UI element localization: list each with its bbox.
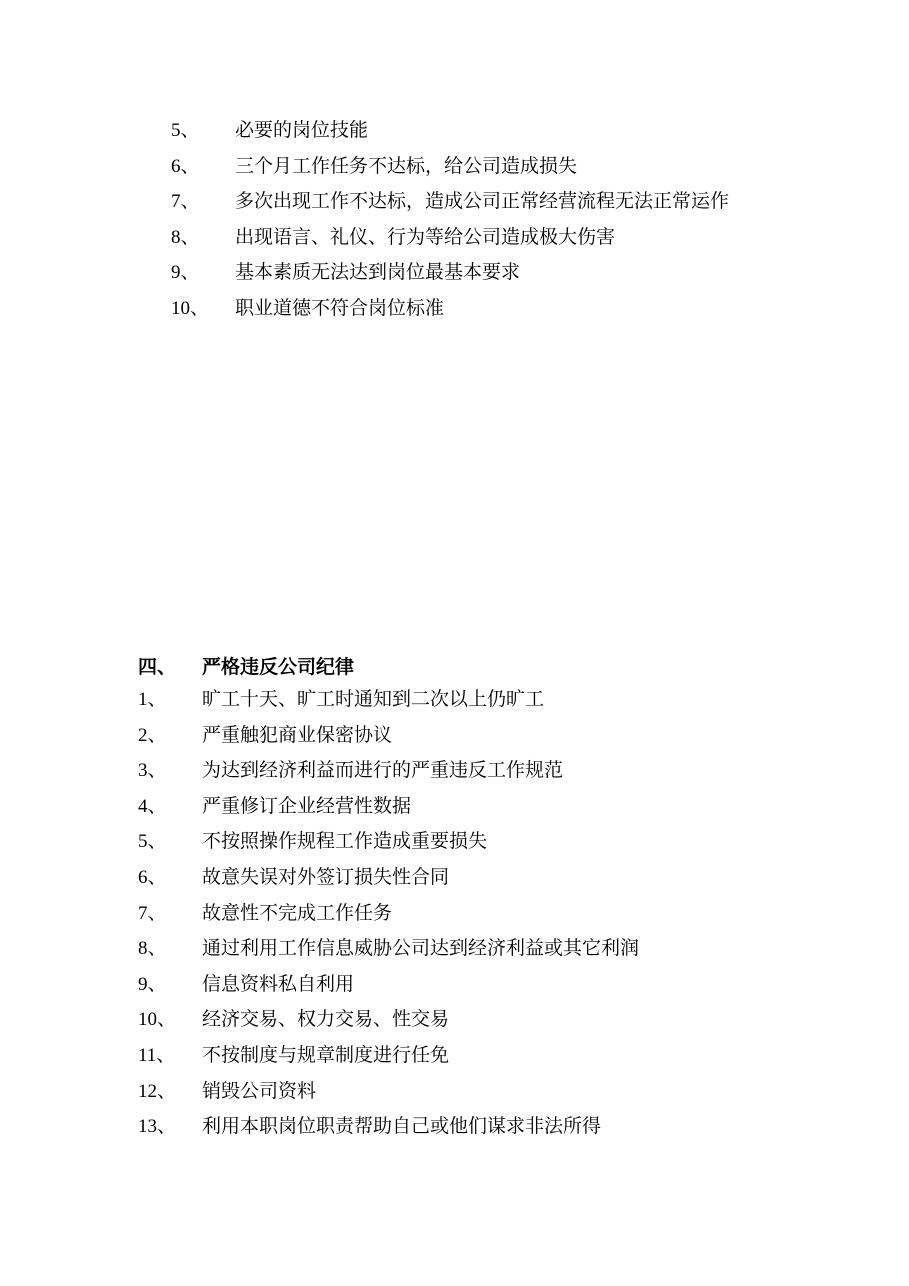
- item-text: 三个月工作任务不达标，给公司造成损失: [235, 154, 578, 177]
- list-item: [138, 682, 639, 718]
- item-number: 10、: [171, 297, 210, 319]
- item-text: 多次出现工作不达标，造成公司正常经营流程无法正常运作: [235, 190, 730, 213]
- item-text: 不按制度与规章制度进行任免: [202, 1043, 450, 1066]
- item-text: 信息资料私自利用: [202, 972, 355, 995]
- item-number: 8、: [171, 226, 200, 248]
- item-text: 旷工十天、旷工时通知到二次以上仍旷工: [202, 688, 545, 710]
- item-number: 10、: [138, 1009, 177, 1031]
- item-text: 故意失误对外签订损失性合同: [202, 865, 450, 888]
- item-number: 7、: [138, 902, 167, 924]
- list-item: [138, 789, 639, 825]
- item-number: 1、: [138, 689, 167, 710]
- continued-list: [171, 113, 729, 327]
- list-item: [138, 1074, 639, 1110]
- list-item: [138, 967, 639, 1003]
- item-number: 13、: [138, 1116, 177, 1138]
- item-text: 严重修订企业经营性数据: [202, 794, 412, 817]
- section-heading: [138, 647, 354, 683]
- item-text: 通过利用工作信息威胁公司达到经济利益或其它利润: [202, 937, 640, 960]
- item-text: 基本素质无法达到岗位最基本要求: [235, 261, 521, 284]
- item-number: 6、: [138, 866, 167, 888]
- list-item: [138, 1038, 639, 1074]
- item-text: 经济交易、权力交易、性交易: [202, 1008, 450, 1031]
- item-text: 出现语言、礼仪、行为等给公司造成极大伤害: [235, 225, 616, 248]
- list-item: [171, 291, 729, 327]
- discipline-list: [138, 682, 639, 1145]
- list-item: [138, 753, 639, 789]
- list-item: [138, 1002, 639, 1038]
- item-number: 6、: [171, 155, 200, 177]
- list-item: [138, 824, 639, 860]
- item-number: 3、: [138, 760, 167, 782]
- item-number: 7、: [171, 191, 200, 213]
- item-number: 5、: [138, 831, 167, 853]
- list-item: [171, 149, 729, 185]
- list-item: [171, 113, 729, 149]
- item-number: 5、: [171, 120, 200, 141]
- list-item: [138, 931, 639, 967]
- item-text: 必要的岗位技能: [235, 119, 369, 141]
- item-number: 9、: [171, 262, 200, 284]
- item-text: 严重触犯商业保密协议: [202, 723, 393, 746]
- item-text: 故意性不完成工作任务: [202, 901, 393, 924]
- item-text: 职业道德不符合岗位标准: [235, 296, 445, 319]
- list-item: [138, 860, 639, 896]
- item-text: 为达到经济利益而进行的严重违反工作规范: [202, 759, 564, 782]
- list-item: [171, 184, 729, 220]
- item-number: 8、: [138, 938, 167, 960]
- list-item: [138, 1109, 639, 1145]
- item-number: 9、: [138, 973, 167, 995]
- list-item: [138, 896, 639, 932]
- item-number: 11、: [138, 1044, 176, 1066]
- list-item: [171, 220, 729, 256]
- item-text: 利用本职岗位职责帮助自己或他们谋求非法所得: [202, 1115, 602, 1138]
- item-number: 12、: [138, 1080, 177, 1102]
- item-text: 销毁公司资料: [202, 1079, 317, 1102]
- list-item: [171, 255, 729, 291]
- item-number: 4、: [138, 795, 167, 817]
- section-title: 严格违反公司纪律: [202, 655, 355, 678]
- list-item: [138, 718, 639, 754]
- section-number: 四、: [138, 655, 177, 678]
- item-text: 不按照操作规程工作造成重要损失: [202, 830, 488, 853]
- item-number: 2、: [138, 724, 167, 746]
